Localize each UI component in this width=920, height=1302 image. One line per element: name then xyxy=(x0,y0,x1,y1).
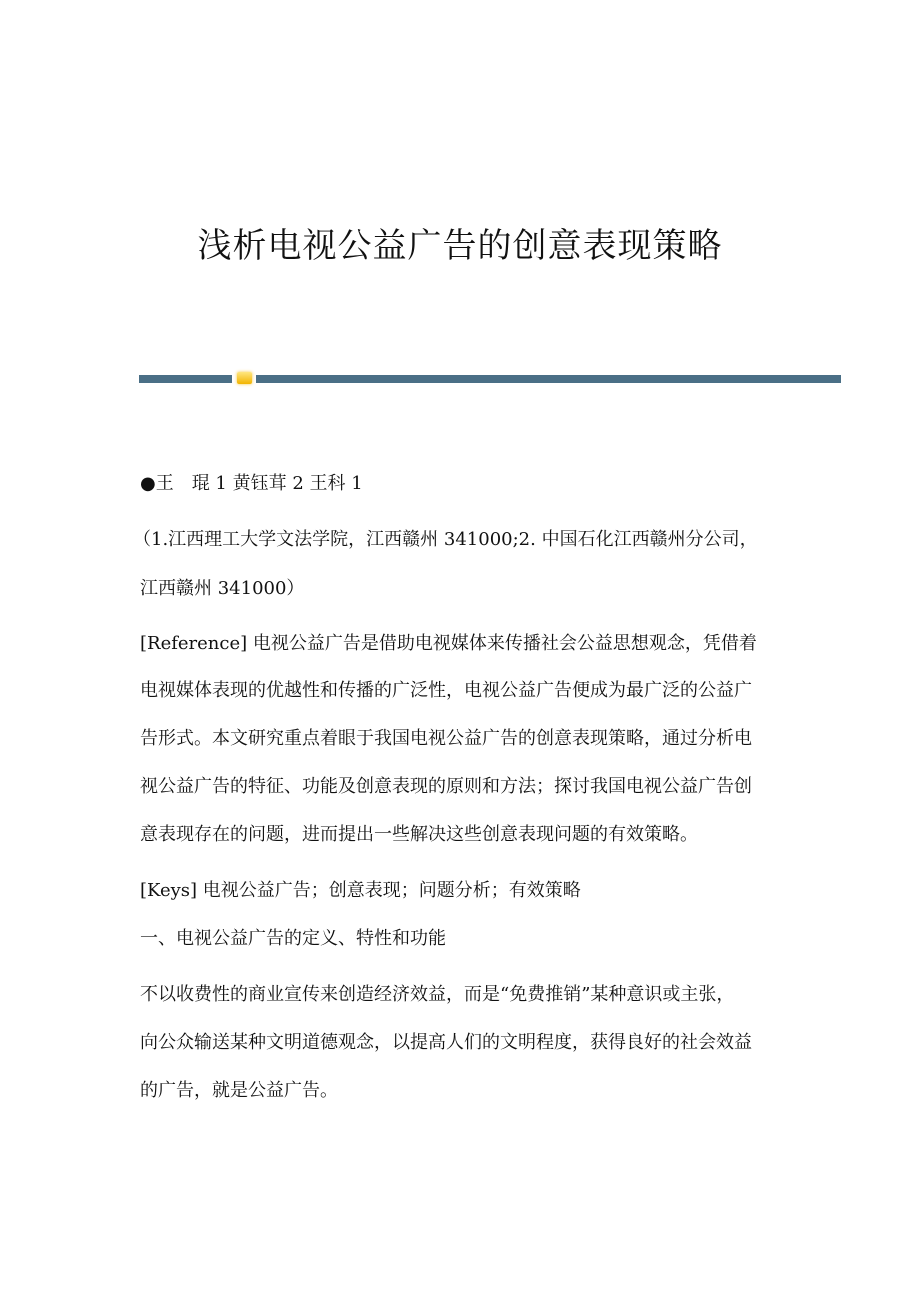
divider-right xyxy=(256,375,841,383)
abstract-line: 电视媒体表现的优越性和传播的广泛性，电视公益广告便成为最广泛的公益广 xyxy=(140,680,752,701)
affiliation-line: （1.江西理工大学文法学院，江西赣州 341000;2. 中国石化江西赣州分公司， xyxy=(133,529,758,550)
authors: ●王 琨 1 黄钰茸 2 王科 1 xyxy=(140,473,363,494)
abstract-line: 意表现存在的问题，进而提出一些解决这些创意表现问题的有效策略。 xyxy=(140,824,698,845)
abstract-line: [Reference] 电视公益广告是借助电视媒体来传播社会公益思想观念，凭借着 xyxy=(140,633,757,654)
affiliation-line: 江西赣州 341000） xyxy=(140,578,305,599)
abstract-line: 告形式。本文研究重点着眼于我国电视公益广告的创意表现策略，通过分析电 xyxy=(140,728,752,749)
keywords: [Keys] 电视公益广告；创意表现；问题分析；有效策略 xyxy=(140,880,581,901)
body-line: 的广告，就是公益广告。 xyxy=(140,1080,338,1101)
body-line: 向公众输送某种文明道德观念，以提高人们的文明程度，获得良好的社会效益 xyxy=(140,1032,752,1053)
divider-left xyxy=(139,375,232,383)
document-title: 浅析电视公益广告的创意表现策略 xyxy=(197,226,723,266)
body-line: 不以收费性的商业宣传来创造经济效益，而是“免费推销”某种意识或主张， xyxy=(140,984,735,1005)
abstract-line: 视公益广告的特征、功能及创意表现的原则和方法；探讨我国电视公益广告创 xyxy=(140,776,752,797)
section-heading: 一、电视公益广告的定义、特性和功能 xyxy=(140,928,446,949)
divider-ornament-icon xyxy=(237,372,252,384)
